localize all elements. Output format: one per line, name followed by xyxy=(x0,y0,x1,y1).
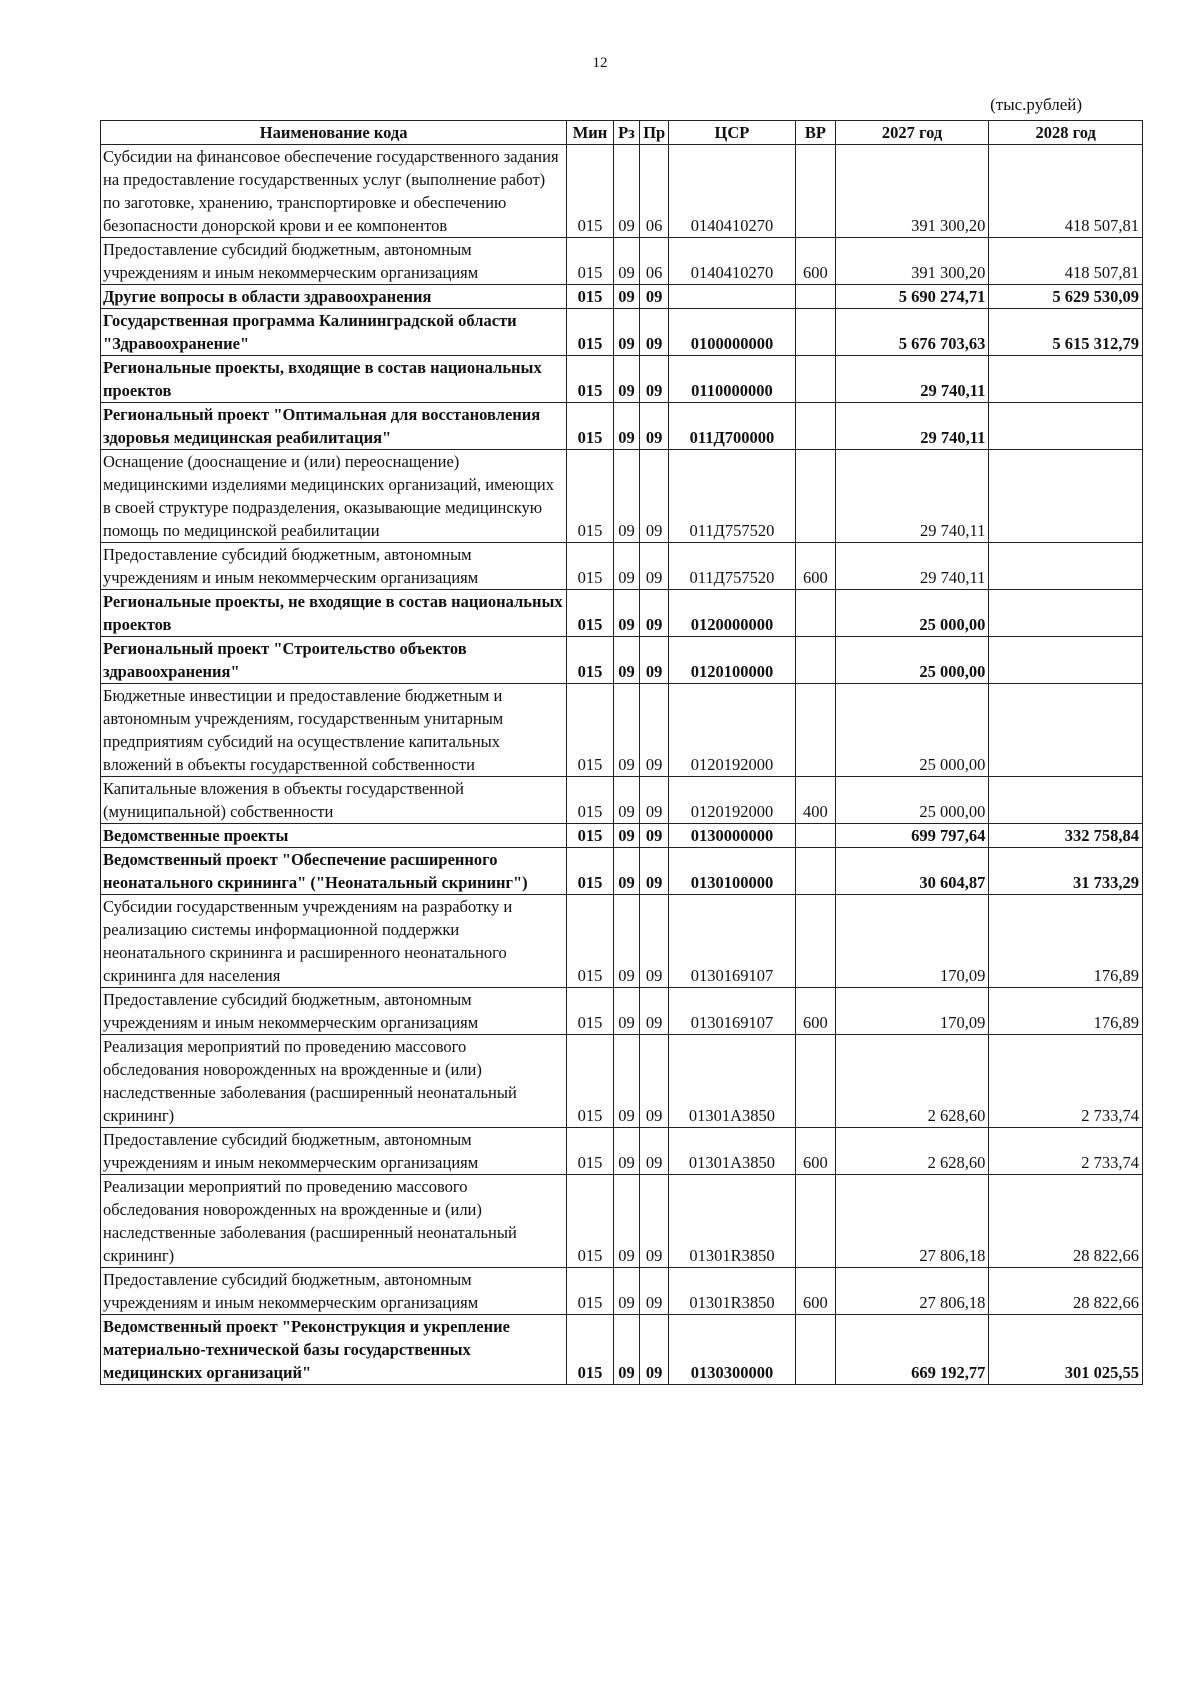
cell-2027: 29 740,11 xyxy=(835,450,989,543)
cell-2027: 30 604,87 xyxy=(835,848,989,895)
cell-vr xyxy=(796,356,836,403)
table-row xyxy=(101,1128,1143,1175)
cell-csr: 0120192000 xyxy=(668,777,795,824)
table-row xyxy=(101,1315,1143,1385)
cell-pr: 09 xyxy=(640,684,669,777)
cell-name: Предоставление субсидий бюджетным, автономным учреждениям и иным некоммерческим организациям xyxy=(101,1128,567,1175)
cell-vr xyxy=(796,848,836,895)
table-row xyxy=(101,543,1143,590)
cell-rz: 09 xyxy=(613,1268,640,1315)
cell-pr: 09 xyxy=(640,637,669,684)
cell-vr xyxy=(796,637,836,684)
table-row xyxy=(101,1175,1143,1268)
cell-pr: 06 xyxy=(640,145,669,238)
table-body xyxy=(101,145,1143,1385)
cell-min: 015 xyxy=(567,637,613,684)
cell-csr: 0110000000 xyxy=(668,356,795,403)
header-rz: Рз xyxy=(613,121,640,145)
cell-name: Региональные проекты, входящие в состав национальных проектов xyxy=(101,356,567,403)
cell-2028: 5 629 530,09 xyxy=(989,285,1143,309)
cell-2028 xyxy=(989,403,1143,450)
cell-rz: 09 xyxy=(613,403,640,450)
cell-pr: 09 xyxy=(640,1035,669,1128)
cell-min: 015 xyxy=(567,309,613,356)
table-header-row xyxy=(101,121,1143,145)
table-row xyxy=(101,285,1143,309)
header-2027: 2027 год xyxy=(835,121,989,145)
cell-2028: 5 615 312,79 xyxy=(989,309,1143,356)
cell-2027: 170,09 xyxy=(835,895,989,988)
cell-vr: 600 xyxy=(796,988,836,1035)
cell-csr: 0130169107 xyxy=(668,988,795,1035)
cell-csr: 011Д757520 xyxy=(668,543,795,590)
header-min: Мин xyxy=(567,121,613,145)
cell-2028: 176,89 xyxy=(989,895,1143,988)
cell-name: Региональный проект "Строительство объектов здравоохранения" xyxy=(101,637,567,684)
cell-2027: 5 676 703,63 xyxy=(835,309,989,356)
cell-2027: 29 740,11 xyxy=(835,403,989,450)
cell-2028: 332 758,84 xyxy=(989,824,1143,848)
cell-pr: 09 xyxy=(640,988,669,1035)
cell-name: Ведомственные проекты xyxy=(101,824,567,848)
cell-csr: 0130100000 xyxy=(668,848,795,895)
cell-min: 015 xyxy=(567,403,613,450)
cell-csr: 0120100000 xyxy=(668,637,795,684)
cell-2027: 27 806,18 xyxy=(835,1175,989,1268)
cell-vr xyxy=(796,1035,836,1128)
cell-csr: 011Д700000 xyxy=(668,403,795,450)
units-label: (тыс.рублей) xyxy=(990,95,1082,114)
cell-rz: 09 xyxy=(613,988,640,1035)
cell-2027: 25 000,00 xyxy=(835,637,989,684)
table-row xyxy=(101,356,1143,403)
table-row xyxy=(101,403,1143,450)
header-2028: 2028 год xyxy=(989,121,1143,145)
cell-vr: 400 xyxy=(796,777,836,824)
cell-min: 015 xyxy=(567,1268,613,1315)
cell-vr: 600 xyxy=(796,238,836,285)
cell-name: Капитальные вложения в объекты государственной (муниципальной) собственности xyxy=(101,777,567,824)
cell-rz: 09 xyxy=(613,895,640,988)
cell-vr xyxy=(796,1315,836,1385)
cell-csr: 0130000000 xyxy=(668,824,795,848)
cell-2028 xyxy=(989,637,1143,684)
table-row xyxy=(101,895,1143,988)
cell-vr xyxy=(796,824,836,848)
cell-name: Реализации мероприятий по проведению массового обследования новорожденных на врожденные и (или) наследственные заболевания (расширенный неонатальный скрининг) xyxy=(101,1175,567,1268)
cell-2027: 27 806,18 xyxy=(835,1268,989,1315)
cell-pr: 09 xyxy=(640,356,669,403)
cell-2027: 170,09 xyxy=(835,988,989,1035)
cell-csr: 01301R3850 xyxy=(668,1268,795,1315)
cell-2028 xyxy=(989,356,1143,403)
cell-csr: 01301А3850 xyxy=(668,1128,795,1175)
table-row xyxy=(101,777,1143,824)
cell-min: 015 xyxy=(567,590,613,637)
cell-name: Бюджетные инвестиции и предоставление бюджетным и автономным учреждениям, государственным унитарным предприятиям субсидий на осуществление капитальных вложений в объекты государственной собственности xyxy=(101,684,567,777)
cell-2028: 31 733,29 xyxy=(989,848,1143,895)
cell-min: 015 xyxy=(567,1175,613,1268)
table-row xyxy=(101,309,1143,356)
cell-min: 015 xyxy=(567,145,613,238)
cell-2028: 301 025,55 xyxy=(989,1315,1143,1385)
cell-pr: 09 xyxy=(640,450,669,543)
cell-csr: 0130300000 xyxy=(668,1315,795,1385)
cell-min: 015 xyxy=(567,684,613,777)
cell-csr: 0100000000 xyxy=(668,309,795,356)
cell-rz: 09 xyxy=(613,824,640,848)
cell-vr xyxy=(796,403,836,450)
cell-min: 015 xyxy=(567,285,613,309)
cell-2027: 669 192,77 xyxy=(835,1315,989,1385)
cell-2027: 391 300,20 xyxy=(835,145,989,238)
cell-csr: 0140410270 xyxy=(668,145,795,238)
cell-pr: 09 xyxy=(640,543,669,590)
cell-pr: 06 xyxy=(640,238,669,285)
cell-rz: 09 xyxy=(613,356,640,403)
table-row xyxy=(101,637,1143,684)
cell-pr: 09 xyxy=(640,824,669,848)
cell-csr: 01301R3850 xyxy=(668,1175,795,1268)
table-row xyxy=(101,848,1143,895)
cell-2028: 28 822,66 xyxy=(989,1268,1143,1315)
cell-csr: 0120000000 xyxy=(668,590,795,637)
cell-csr: 0120192000 xyxy=(668,684,795,777)
table-row xyxy=(101,988,1143,1035)
header-pr: Пр xyxy=(640,121,669,145)
table-row xyxy=(101,450,1143,543)
cell-vr xyxy=(796,895,836,988)
cell-2028 xyxy=(989,777,1143,824)
cell-rz: 09 xyxy=(613,1175,640,1268)
cell-2028: 28 822,66 xyxy=(989,1175,1143,1268)
cell-vr xyxy=(796,450,836,543)
table-row xyxy=(101,238,1143,285)
cell-min: 015 xyxy=(567,450,613,543)
cell-2027: 2 628,60 xyxy=(835,1128,989,1175)
cell-name: Оснащение (дооснащение и (или) переоснащение) медицинскими изделиями медицинских организаций, имеющих в своей структуре подразделения, оказывающие медицинскую помощь по медицинской реабилитации xyxy=(101,450,567,543)
cell-2027: 5 690 274,71 xyxy=(835,285,989,309)
cell-2027: 29 740,11 xyxy=(835,543,989,590)
cell-name: Предоставление субсидий бюджетным, автономным учреждениям и иным некоммерческим организациям xyxy=(101,1268,567,1315)
header-name: Наименование кода xyxy=(101,121,567,145)
cell-name: Субсидии на финансовое обеспечение государственного задания на предоставление государственных услуг (выполнение работ) по заготовке, хранению, транспортировке и обеспечению безопасности донорской крови и ее компонентов xyxy=(101,145,567,238)
cell-rz: 09 xyxy=(613,777,640,824)
cell-name: Региональные проекты, не входящие в состав национальных проектов xyxy=(101,590,567,637)
cell-pr: 09 xyxy=(640,285,669,309)
cell-2028: 2 733,74 xyxy=(989,1128,1143,1175)
cell-2027: 25 000,00 xyxy=(835,777,989,824)
cell-min: 015 xyxy=(567,1315,613,1385)
cell-2027: 25 000,00 xyxy=(835,684,989,777)
table-row xyxy=(101,1035,1143,1128)
cell-min: 015 xyxy=(567,543,613,590)
cell-rz: 09 xyxy=(613,543,640,590)
cell-rz: 09 xyxy=(613,1035,640,1128)
cell-2028: 418 507,81 xyxy=(989,145,1143,238)
cell-pr: 09 xyxy=(640,777,669,824)
cell-min: 015 xyxy=(567,1035,613,1128)
cell-2027: 25 000,00 xyxy=(835,590,989,637)
cell-rz: 09 xyxy=(613,1315,640,1385)
cell-min: 015 xyxy=(567,988,613,1035)
cell-pr: 09 xyxy=(640,1175,669,1268)
cell-csr xyxy=(668,285,795,309)
cell-vr xyxy=(796,1175,836,1268)
cell-csr: 0140410270 xyxy=(668,238,795,285)
cell-2027: 699 797,64 xyxy=(835,824,989,848)
cell-2028: 2 733,74 xyxy=(989,1035,1143,1128)
cell-min: 015 xyxy=(567,824,613,848)
cell-2027: 29 740,11 xyxy=(835,356,989,403)
cell-rz: 09 xyxy=(613,450,640,543)
cell-pr: 09 xyxy=(640,590,669,637)
cell-pr: 09 xyxy=(640,1128,669,1175)
cell-rz: 09 xyxy=(613,285,640,309)
cell-2028 xyxy=(989,450,1143,543)
cell-pr: 09 xyxy=(640,1315,669,1385)
cell-csr: 01301А3850 xyxy=(668,1035,795,1128)
cell-name: Предоставление субсидий бюджетным, автономным учреждениям и иным некоммерческим организациям xyxy=(101,988,567,1035)
cell-rz: 09 xyxy=(613,238,640,285)
cell-name: Предоставление субсидий бюджетным, автономным учреждениям и иным некоммерческим организациям xyxy=(101,543,567,590)
cell-vr xyxy=(796,309,836,356)
cell-name: Региональный проект "Оптимальная для восстановления здоровья медицинская реабилитация" xyxy=(101,403,567,450)
cell-name: Предоставление субсидий бюджетным, автономным учреждениям и иным некоммерческим организациям xyxy=(101,238,567,285)
cell-min: 015 xyxy=(567,848,613,895)
cell-2028: 176,89 xyxy=(989,988,1143,1035)
cell-csr: 011Д757520 xyxy=(668,450,795,543)
cell-min: 015 xyxy=(567,895,613,988)
cell-vr: 600 xyxy=(796,1268,836,1315)
cell-2027: 2 628,60 xyxy=(835,1035,989,1128)
cell-vr: 600 xyxy=(796,1128,836,1175)
table-row xyxy=(101,824,1143,848)
table-row xyxy=(101,145,1143,238)
cell-name: Ведомственный проект "Обеспечение расширенного неонатального скрининга" ("Неонатальный скрининг") xyxy=(101,848,567,895)
cell-rz: 09 xyxy=(613,145,640,238)
cell-csr: 0130169107 xyxy=(668,895,795,988)
cell-min: 015 xyxy=(567,356,613,403)
cell-name: Государственная программа Калининградской области "Здравоохранение" xyxy=(101,309,567,356)
cell-name: Другие вопросы в области здравоохранения xyxy=(101,285,567,309)
cell-pr: 09 xyxy=(640,895,669,988)
cell-2028: 418 507,81 xyxy=(989,238,1143,285)
cell-rz: 09 xyxy=(613,848,640,895)
cell-rz: 09 xyxy=(613,590,640,637)
cell-rz: 09 xyxy=(613,684,640,777)
cell-vr xyxy=(796,590,836,637)
cell-2028 xyxy=(989,543,1143,590)
page-number: 12 xyxy=(592,55,608,71)
table-row xyxy=(101,590,1143,637)
cell-min: 015 xyxy=(567,1128,613,1175)
cell-2028 xyxy=(989,590,1143,637)
cell-vr xyxy=(796,684,836,777)
cell-pr: 09 xyxy=(640,309,669,356)
cell-2028 xyxy=(989,684,1143,777)
header-vr: ВР xyxy=(796,121,836,145)
budget-table xyxy=(100,120,1143,1385)
cell-rz: 09 xyxy=(613,1128,640,1175)
cell-rz: 09 xyxy=(613,309,640,356)
cell-vr xyxy=(796,145,836,238)
cell-min: 015 xyxy=(567,777,613,824)
cell-pr: 09 xyxy=(640,1268,669,1315)
table-row xyxy=(101,684,1143,777)
cell-min: 015 xyxy=(567,238,613,285)
cell-vr: 600 xyxy=(796,543,836,590)
table-row xyxy=(101,1268,1143,1315)
cell-pr: 09 xyxy=(640,848,669,895)
cell-vr xyxy=(796,285,836,309)
cell-pr: 09 xyxy=(640,403,669,450)
header-csr: ЦСР xyxy=(668,121,795,145)
cell-name: Реализация мероприятий по проведению массового обследования новорожденных на врожденные и (или) наследственные заболевания (расширенный неонатальный скрининг) xyxy=(101,1035,567,1128)
cell-rz: 09 xyxy=(613,637,640,684)
cell-name: Субсидии государственным учреждениям на разработку и реализацию системы информационной поддержки неонатального скрининга и расширенного неонатального скрининга для населения xyxy=(101,895,567,988)
cell-2027: 391 300,20 xyxy=(835,238,989,285)
cell-name: Ведомственный проект "Реконструкция и укрепление материально-технической базы государственных медицинских организаций" xyxy=(101,1315,567,1385)
